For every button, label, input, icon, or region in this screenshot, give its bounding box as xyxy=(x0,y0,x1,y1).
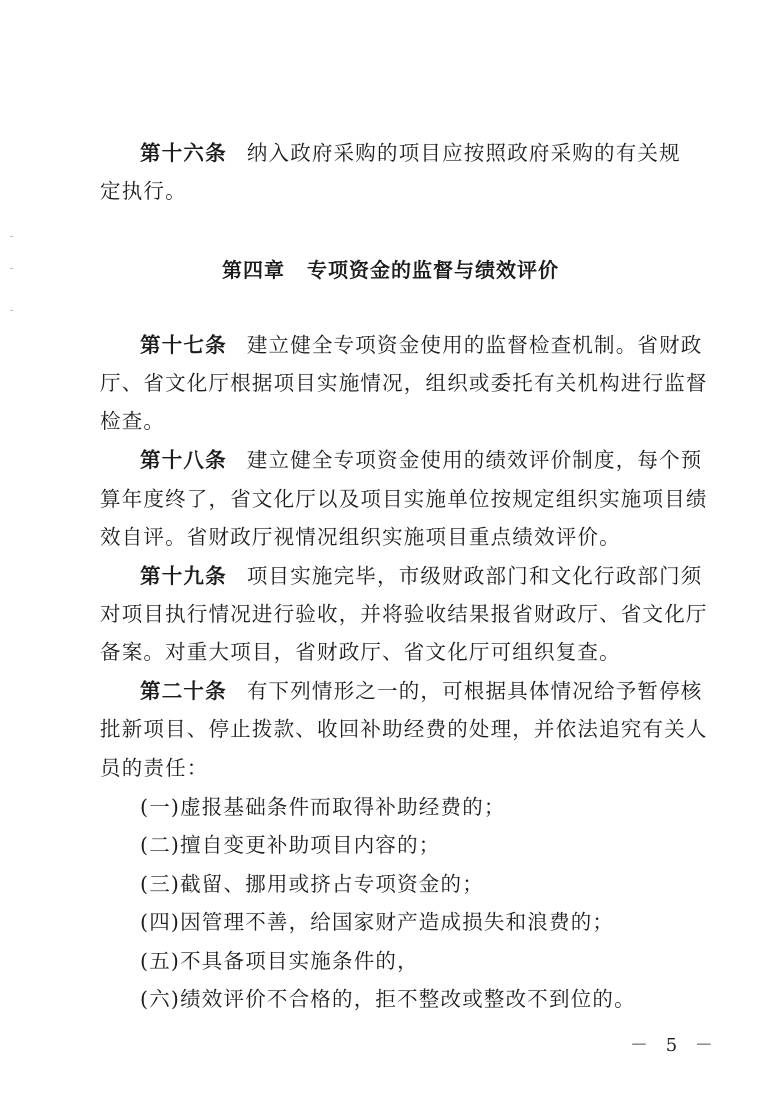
list-item: (五)不具备项目实施条件的， xyxy=(140,949,419,973)
article-20-title: 第二十条 xyxy=(140,679,227,703)
article-20-text-2: 批新项目、停止拨款、收回补助经费的处理，并依法追究有关人 xyxy=(100,717,708,741)
article-19-text-1: 项目实施完毕，市级财政部门和文化行政部门须 xyxy=(246,564,703,588)
article-18-title: 第十八条 xyxy=(140,448,227,472)
article-20-text-1: 有下列情形之一的，可根据具体情况给予暂停核 xyxy=(246,679,703,703)
article-20-line-1 xyxy=(140,676,703,706)
article-19-line-1 xyxy=(140,561,703,591)
article-17-text-3: 检查。 xyxy=(100,409,166,433)
article-16-title: 第十六条 xyxy=(140,141,227,165)
article-17-line-1 xyxy=(140,330,703,360)
list-item: (一)虚报基础条件而取得补助经费的； xyxy=(140,795,506,819)
chapter-heading xyxy=(0,255,781,285)
article-16-text-2: 定执行。 xyxy=(100,179,187,203)
list-item: (二)擅自变更补助项目内容的； xyxy=(140,833,441,857)
article-18-text-3: 效自评。省财政厅视情况组织实施项目重点绩效评价。 xyxy=(100,525,621,549)
article-20-text-3: 员的责任： xyxy=(100,756,209,780)
list-item: (四)因管理不善，给国家财产造成损失和浪费的； xyxy=(140,910,615,934)
article-16-text-1: 纳入政府采购的项目应按照政府采购的有关规 xyxy=(246,141,681,165)
article-19-text-2: 对项目执行情况进行验收，并将验收结果报省财政厅、省文化厅 xyxy=(100,602,708,626)
article-17-text-2: 厅、省文化厅根据项目实施情况，组织或委托有关机构进行监督 xyxy=(100,371,708,395)
article-18-line-1 xyxy=(140,445,703,475)
article-17-text-1: 建立健全专项资金使用的监督检查机制。省财政 xyxy=(246,333,703,357)
article-18-text-1: 建立健全专项资金使用的绩效评价制度，每个预 xyxy=(246,448,703,472)
chapter-number: 第四章 xyxy=(222,258,285,282)
scan-mark xyxy=(10,310,13,311)
article-16-line-1 xyxy=(140,138,680,168)
article-17-title: 第十七条 xyxy=(140,333,227,357)
article-19-text-3: 备案。对重大项目，省财政厅、省文化厅可组织复查。 xyxy=(100,640,621,664)
scan-mark xyxy=(10,236,13,237)
page-number: － 5 － xyxy=(630,1035,719,1056)
article-19-title: 第十九条 xyxy=(140,564,227,588)
article-18-text-2: 算年度终了，省文化厅以及项目实施单位按规定组织实施项目绩 xyxy=(100,487,708,511)
list-item: (三)截留、挪用或挤占专项资金的； xyxy=(140,872,484,896)
list-item: (六)绩效评价不合格的，拒不整改或整改不到位的。 xyxy=(140,987,636,1011)
chapter-title: 专项资金的监督与绩效评价 xyxy=(307,258,559,282)
